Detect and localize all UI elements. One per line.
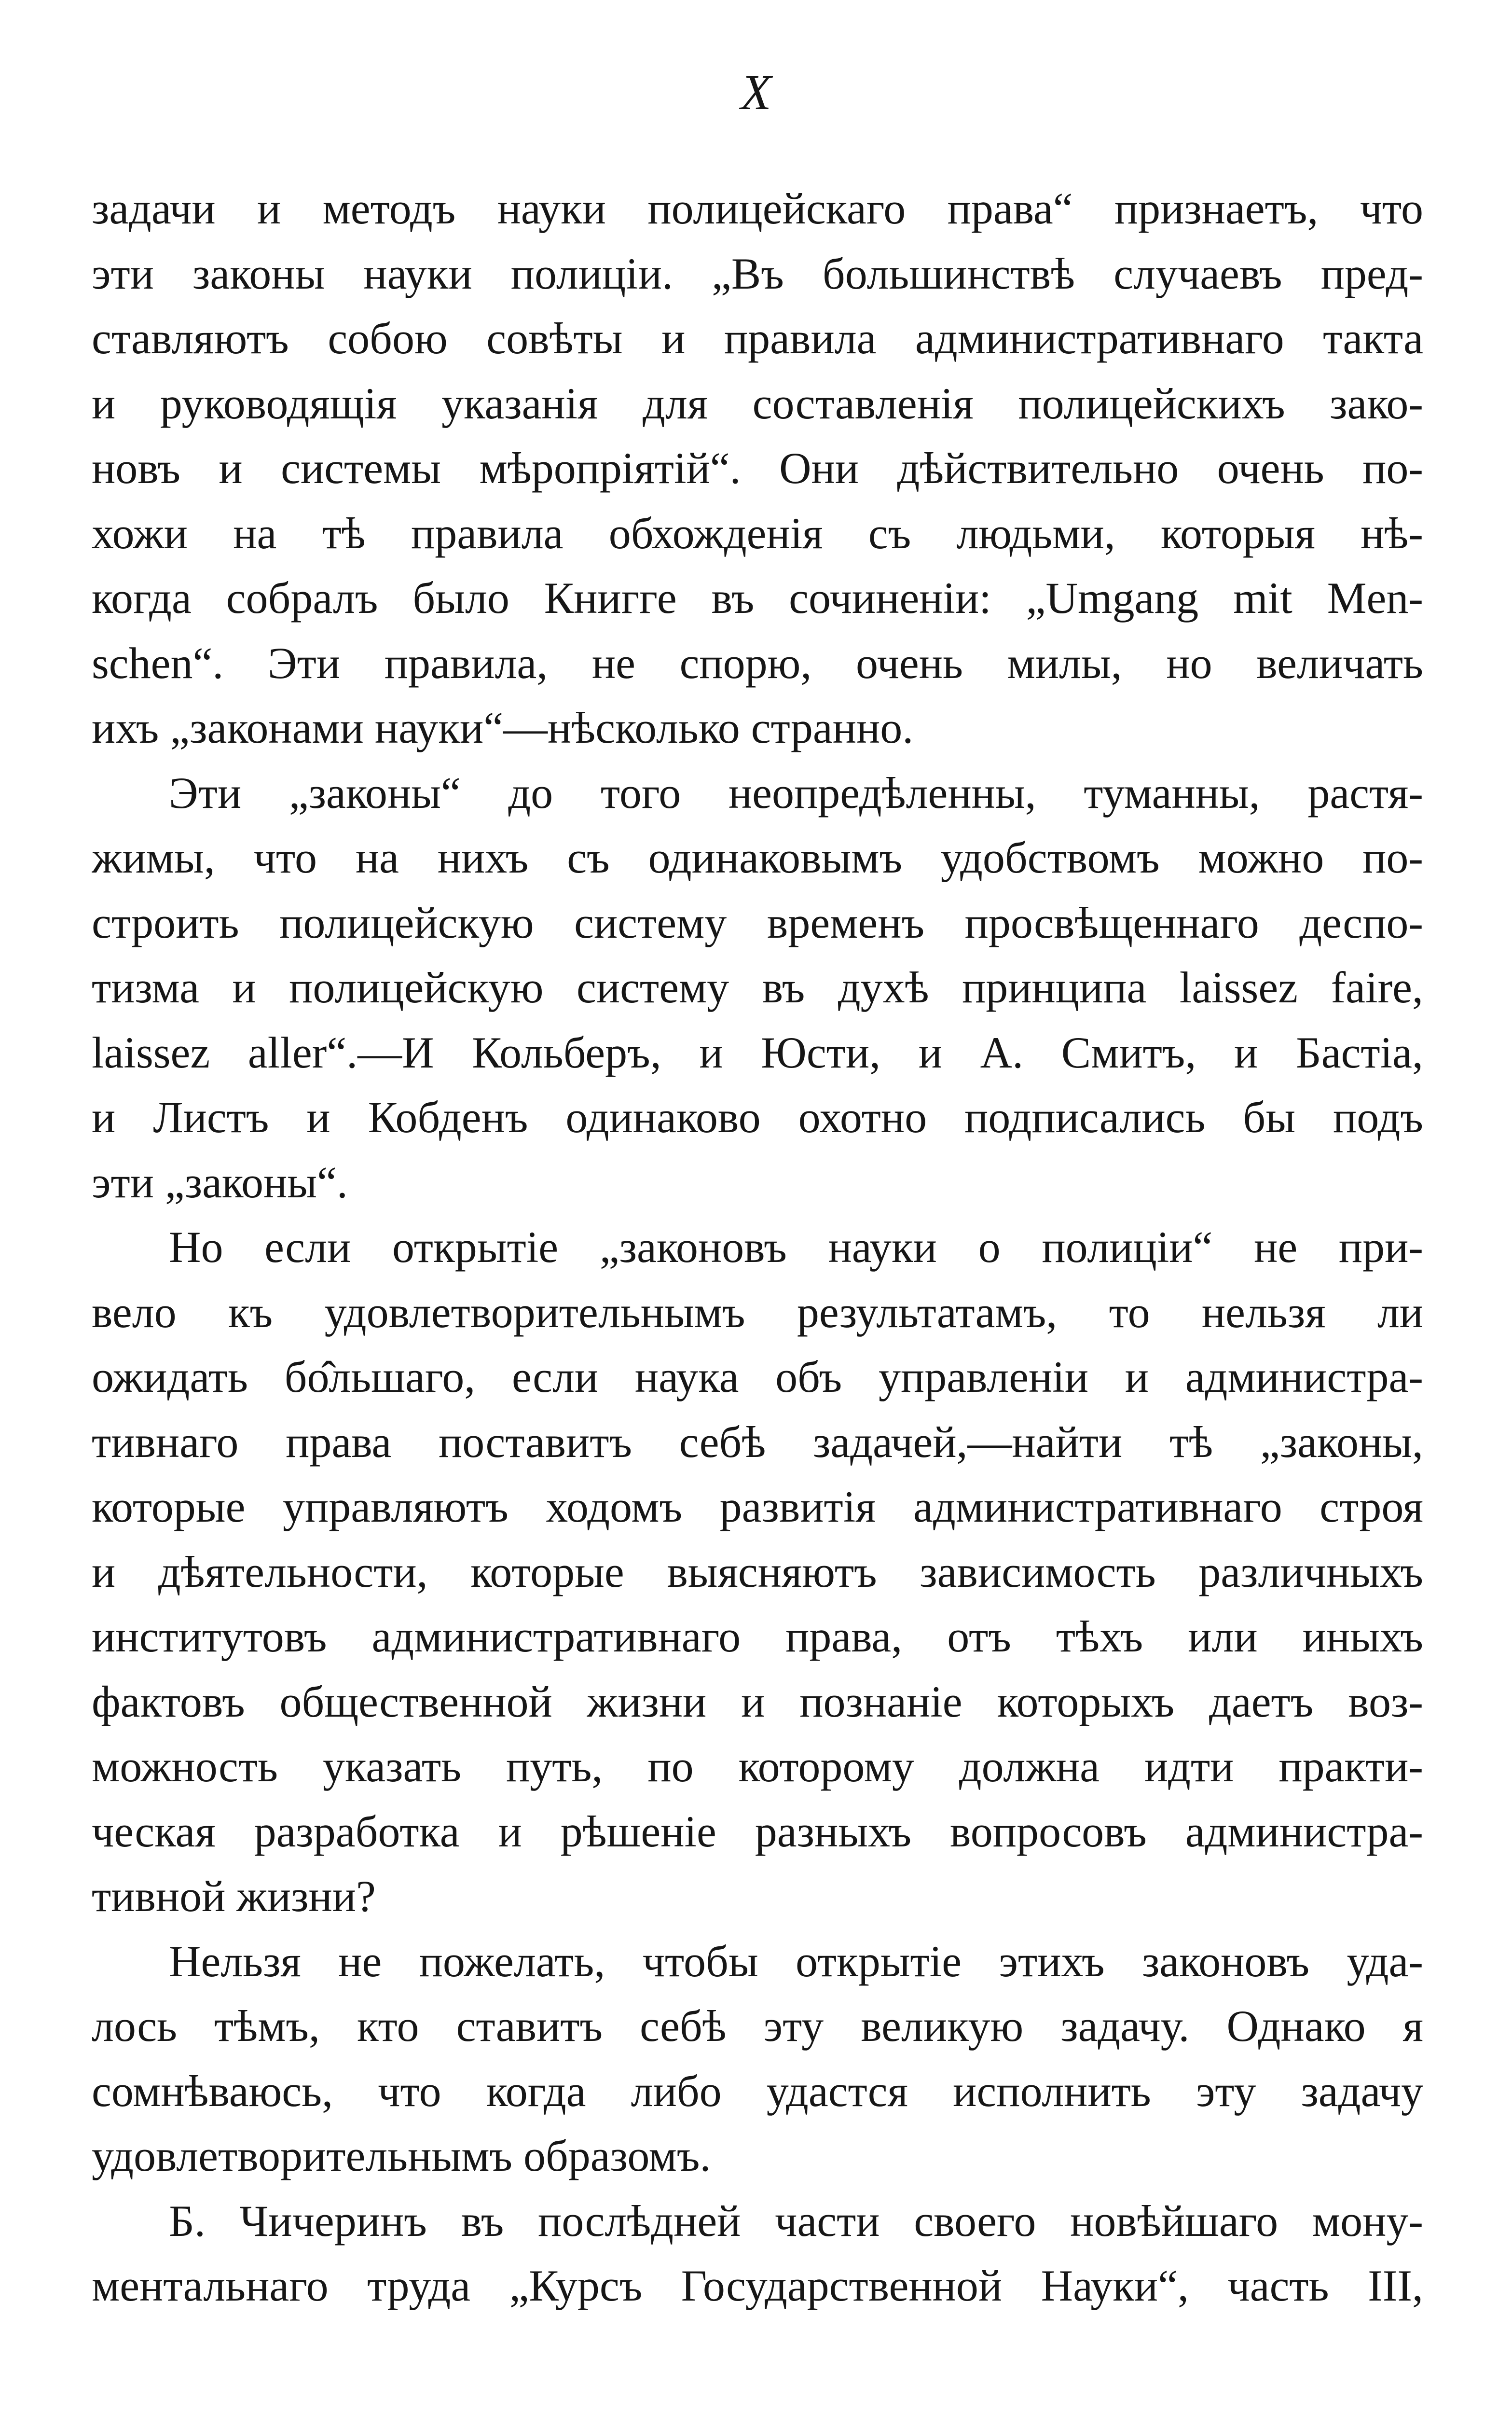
text-line: хожи на тѣ правила обхожденія съ людьми, которыя нѣ-: [92, 508, 1423, 558]
text-line: laissez aller“.—И Кольберъ, и Юсти, и А. Смитъ, и Бастіа,: [92, 1027, 1423, 1077]
text-line: удовлетворительнымъ образомъ.: [92, 2131, 711, 2180]
paragraph: [92, 1215, 1423, 1929]
text-line: когда собралъ было Книгге въ сочиненіи: „Umgang mit Men-: [92, 573, 1423, 623]
text-line: и Листъ и Кобденъ одинаково охотно подписались бы подъ: [92, 1093, 1423, 1142]
text-line: ставляютъ собою совѣты и правила административнаго такта: [92, 314, 1423, 363]
text-line: Но если открытіе „законовъ науки о полиціи“ не при-: [169, 1222, 1423, 1272]
text-line: Б. Чичеринъ въ послѣдней части своего новѣйшаго мону-: [169, 2196, 1423, 2246]
paragraph: [92, 2189, 1423, 2318]
text-line: новъ и системы мѣропріятій“. Они дѣйствительно очень по-: [92, 444, 1423, 493]
text-line: и дѣятельности, которые выясняютъ зависимость различныхъ: [92, 1547, 1423, 1596]
text-line: ческая разработка и рѣшеніе разныхъ вопросовъ администра-: [92, 1806, 1423, 1856]
text-line: schen“. Эти правила, не спорю, очень милы, но величать: [92, 638, 1423, 688]
text-line: и руководящія указанія для составленія полицейскихъ зако-: [92, 378, 1423, 428]
text-line: задачи и методъ науки полицейскаго права“ признаетъ, что: [92, 184, 1423, 233]
text-line: ожидать бо̂льшаго, если наука объ управленіи и администра-: [92, 1352, 1423, 1401]
page-number: X: [741, 65, 771, 120]
text-line: Эти „законы“ до того неопредѣленны, туманны, растя-: [169, 768, 1423, 818]
text-line: строить полицейскую систему временъ просвѣщеннаго деспо-: [92, 898, 1423, 947]
paragraph: [92, 176, 1423, 761]
text-line: сомнѣваюсь, что когда либо удастся исполнить эту задачу: [92, 2066, 1423, 2116]
text-line: вело къ удовлетворительнымъ результатамъ, то нельзя ли: [92, 1287, 1423, 1337]
text-line: ментальнаго труда „Курсъ Государственной Науки“, часть III,: [92, 2261, 1423, 2310]
text-line: институтовъ административнаго права, отъ тѣхъ или иныхъ: [92, 1612, 1423, 1661]
text-line: тивнаго права поставитъ себѣ задачей,—найти тѣ „законы,: [92, 1417, 1423, 1467]
text-line: тизма и полицейскую систему въ духѣ принципа laissez faire,: [92, 963, 1423, 1012]
text-line: эти „законы“.: [92, 1157, 348, 1207]
text-line: лось тѣмъ, кто ставитъ себѣ эту великую задачу. Однако я: [92, 2001, 1423, 2051]
text-line: фактовъ общественной жизни и познаніе которыхъ даетъ воз-: [92, 1677, 1423, 1726]
text-line: эти законы науки полиціи. „Въ большинствѣ случаевъ пред-: [92, 249, 1423, 298]
text-line: ихъ „законами науки“—нѣсколько странно.: [92, 703, 914, 752]
text-line: тивной жизни?: [92, 1872, 376, 1921]
text-line: можность указать путь, по которому должна идти практи-: [92, 1742, 1423, 1791]
text-line: которые управляютъ ходомъ развитія административнаго строя: [92, 1482, 1423, 1531]
paragraph: [92, 761, 1423, 1215]
text-line: жимы, что на нихъ съ одинаковымъ удобствомъ можно по-: [92, 833, 1423, 882]
text-line: Нельзя не пожелать, чтобы открытіе этихъ законовъ уда-: [169, 1936, 1423, 1986]
page-text: [92, 176, 1423, 2318]
paragraph: [92, 1929, 1423, 2189]
